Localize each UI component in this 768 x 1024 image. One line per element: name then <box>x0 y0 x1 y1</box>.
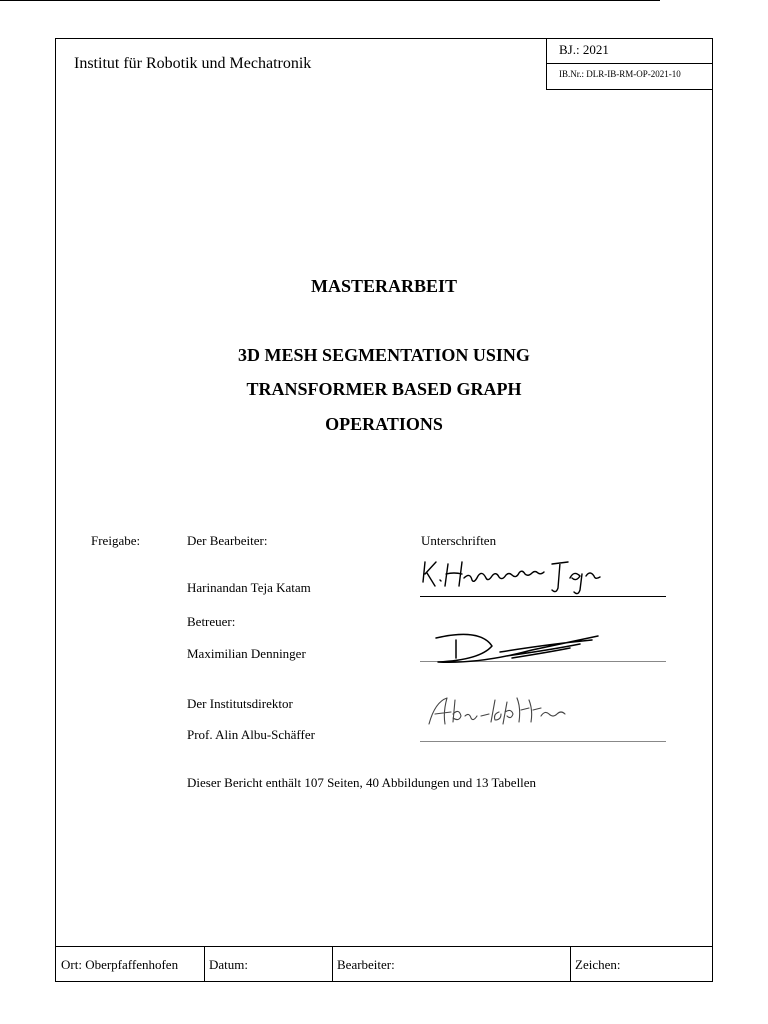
footer-ort: Ort: Oberpfaffenhofen <box>61 957 179 972</box>
footer-bearbeiter: Bearbeiter: <box>337 957 395 972</box>
footer-divider-1 <box>204 946 205 982</box>
direktor-label: Der Institutsdirektor <box>187 696 293 711</box>
thesis-title-line-2: TRANSFORMER BASED GRAPH <box>246 379 522 399</box>
direktor-name: Prof. Alin Albu-Schäffer <box>187 727 315 742</box>
report-number: IB.Nr.: DLR-IB-RM-OP-2021-10 <box>559 69 681 79</box>
signature-line-bearbeiter <box>420 596 666 597</box>
header-mid-rule <box>546 63 713 64</box>
signature-direktor <box>425 692 575 732</box>
footer-divider-2 <box>332 946 333 982</box>
document-type: MASTERARBEIT <box>310 276 458 296</box>
report-summary: Dieser Bericht enthält 107 Seiten, 40 Abbildungen und 13 Tabellen <box>187 775 537 790</box>
signature-line-direktor <box>420 741 666 742</box>
thesis-title-line-3: OPERATIONS <box>325 414 443 434</box>
bj-year: BJ.: 2021 <box>559 42 609 57</box>
page-frame <box>55 38 713 982</box>
top-rule <box>0 0 660 1</box>
institute-name: Institut für Robotik und Mechatronik <box>74 55 312 72</box>
header-bottom-rule <box>546 89 713 90</box>
betreuer-label: Betreuer: <box>187 614 236 629</box>
signature-bearbeiter <box>420 556 600 596</box>
header-institute-cell <box>56 39 546 89</box>
signatures-label: Unterschriften <box>421 533 497 548</box>
signature-betreuer <box>420 630 610 666</box>
betreuer-name: Maximilian Denninger <box>187 646 306 661</box>
footer-zeichen: Zeichen: <box>575 957 621 972</box>
footer-datum: Datum: <box>209 957 248 972</box>
bearbeiter-label: Der Bearbeiter: <box>187 533 268 548</box>
bearbeiter-name: Harinandan Teja Katam <box>187 580 311 595</box>
thesis-title-line-1: 3D MESH SEGMENTATION USING <box>238 345 530 365</box>
freigabe-label: Freigabe: <box>91 533 141 548</box>
footer-divider-3 <box>570 946 571 982</box>
